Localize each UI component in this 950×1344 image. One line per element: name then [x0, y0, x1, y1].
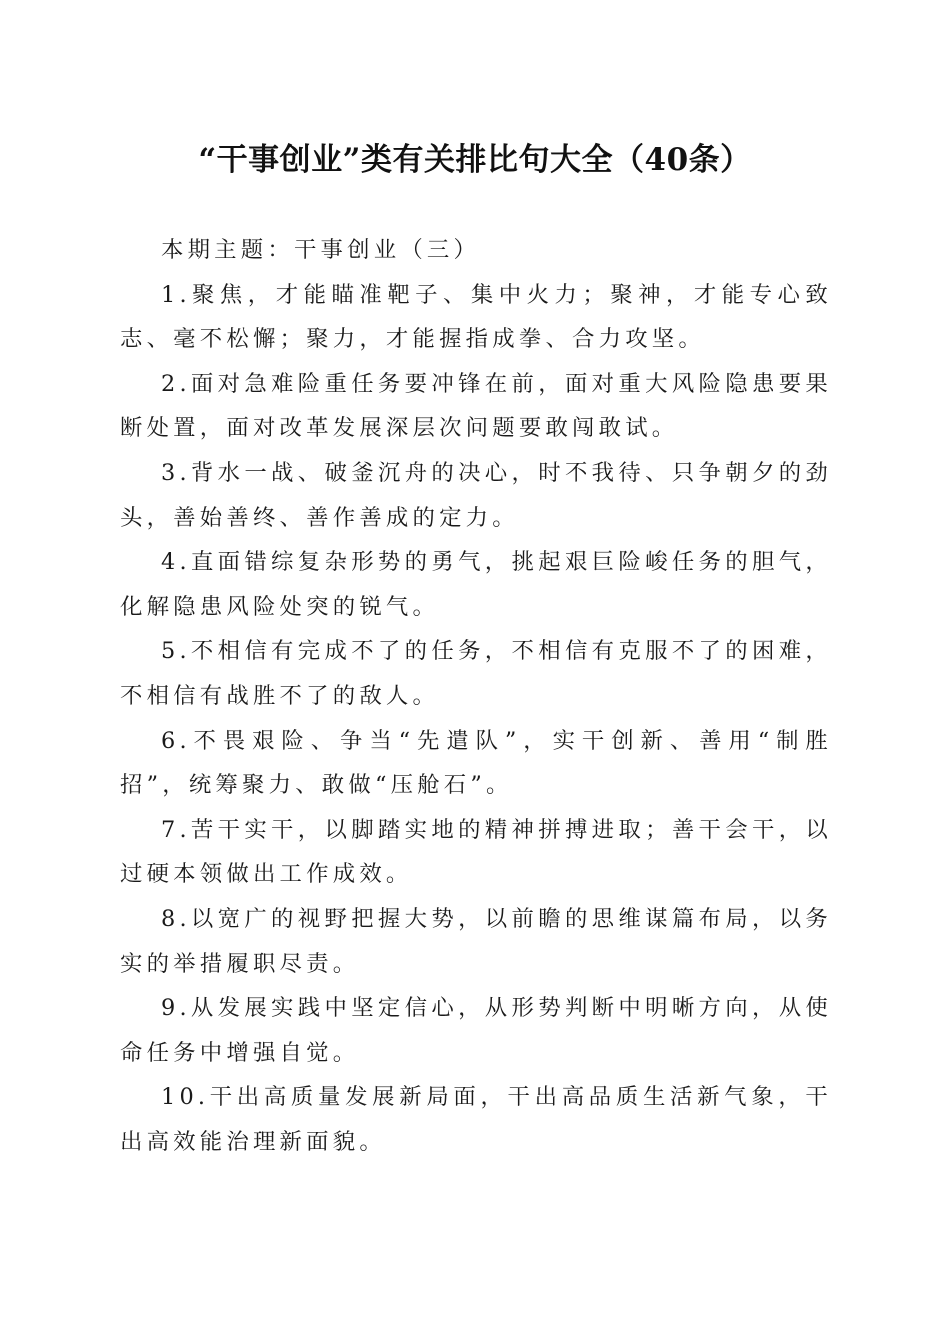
document-body — [120, 228, 832, 1164]
sentence-item-4: 4.直面错综复杂形势的勇气，挑起艰巨险峻任务的胆气，化解隐患风险处突的锐气。 — [120, 549, 832, 620]
issue-theme: 本期主题：干事创业（三） — [161, 237, 481, 263]
sentence-item-5: 5.不相信有完成不了的任务，不相信有克服不了的困难，不相信有战胜不了的敌人。 — [120, 638, 832, 709]
sentence-item-1: 1.聚焦，才能瞄准靶子、集中火力；聚神，才能专心致志、毫不松懈；聚力，才能握指成拳、合力攻坚。 — [120, 281, 832, 353]
sentence-item-8: 8.以宽广的视野把握大势，以前瞻的思维谋篇布局，以务实的举措履职尽责。 — [120, 905, 832, 977]
sentence-item-6: 6.不畏艰险、争当“先遣队”，实干创新、善用“制胜招”，统筹聚力、敢做“压舱石”。 — [120, 727, 832, 799]
sentence-item-3: 3.背水一战、破釜沉舟的决心，时不我待、只争朝夕的劲头，善始善终、善作善成的定力。 — [120, 459, 832, 531]
sentence-item-2: 2.面对急难险重任务要冲锋在前，面对重大风险隐患要果断处置，面对改革发展深层次问题要敢闯敢试。 — [120, 370, 832, 442]
sentence-item-10: 10.干出高质量发展新局面，干出高品质生活新气象，干出高效能治理新面貌。 — [120, 1084, 832, 1155]
sentence-item-7: 7.苦干实干，以脚踏实地的精神拼搏进取；善干会干，以过硬本领做出工作成效。 — [120, 816, 832, 888]
document-title: “干事创业”类有关排比句大全（40条） — [198, 142, 752, 178]
sentence-item-9: 9.从发展实践中坚定信心，从形势判断中明晰方向，从使命任务中增强自觉。 — [120, 995, 832, 1066]
